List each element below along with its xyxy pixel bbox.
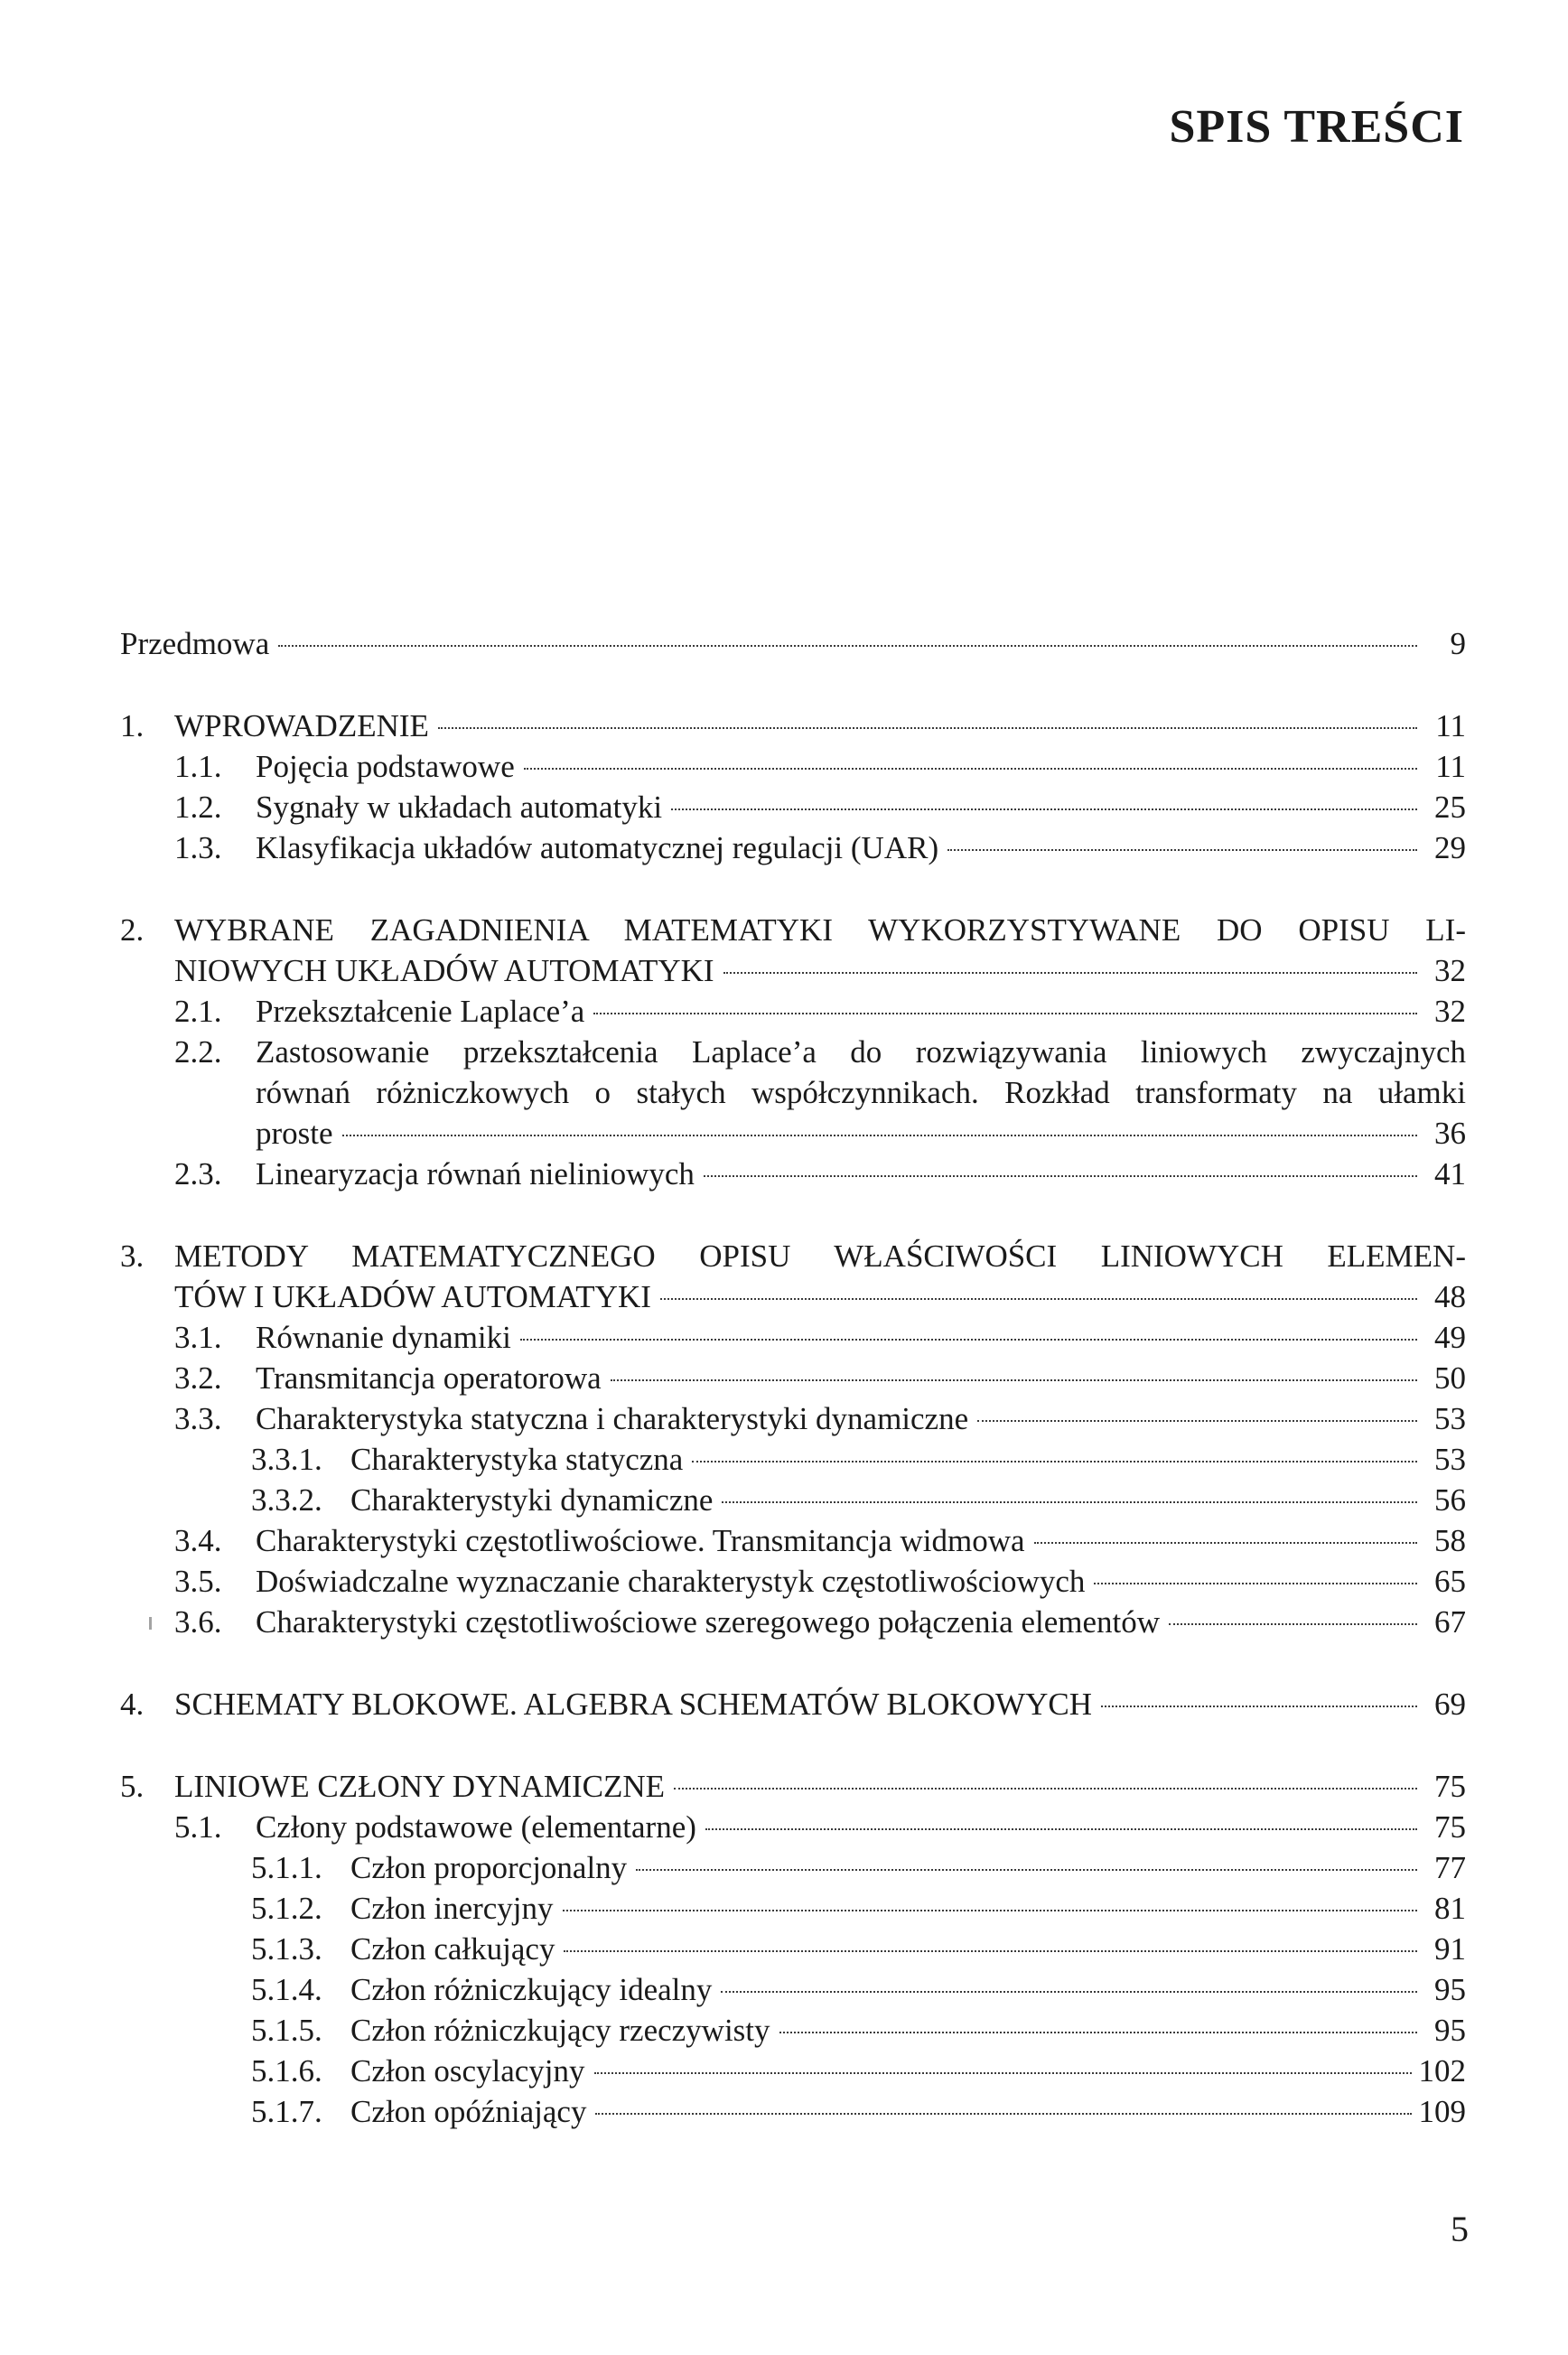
- toc-entry-title: Człon proporcjonalny: [350, 1850, 628, 1885]
- toc-entry-title: Pojęcia podstawowe: [256, 749, 515, 784]
- toc-subsection-5-1-5[interactable]: [120, 2010, 1466, 2051]
- dot-leader: [564, 1950, 1417, 1952]
- toc-section-number: 3.2.: [174, 1360, 222, 1396]
- toc-section-number: 3.3.: [174, 1401, 222, 1436]
- dot-leader: [342, 1135, 1417, 1136]
- toc-subsection-5-1-2[interactable]: [120, 1888, 1466, 1929]
- toc-subsection-number: 5.1.5.: [251, 2013, 322, 2048]
- toc-page-number: 67: [1434, 1604, 1466, 1640]
- toc-entry-title: Charakterystyka statyczna: [350, 1442, 684, 1477]
- toc-entry-title: Przekształcenie Laplace’a: [256, 994, 585, 1029]
- toc-entry-title-line-2: TÓW I UKŁADÓW AUTOMATYKI: [174, 1279, 651, 1314]
- toc-section-2-2-cont2[interactable]: [120, 1113, 1466, 1154]
- toc-section-3-3[interactable]: [120, 1398, 1466, 1439]
- dot-leader: [438, 727, 1417, 729]
- toc-subsection-5-1-7[interactable]: [120, 2091, 1466, 2132]
- toc-entry-title: Transmitancja operatorowa: [256, 1360, 602, 1396]
- toc-entry-title-line-1: Zastosowanie przekształcenia Laplace’a do rozwiązywania liniowych zwyczajnych: [256, 1034, 1466, 1070]
- toc-chapter-1[interactable]: [120, 706, 1466, 746]
- toc-entry-title-line-2: NIOWYCH UKŁADÓW AUTOMATYKI: [174, 953, 714, 988]
- toc-section-1-3[interactable]: [120, 827, 1466, 868]
- toc-page-number: 11: [1435, 749, 1466, 784]
- table-of-contents: [120, 623, 1466, 2132]
- toc-chapter-number: 1.: [120, 708, 145, 743]
- toc-entry-title-line-3: proste: [256, 1116, 333, 1151]
- toc-subsection-3-3-1[interactable]: [120, 1439, 1466, 1480]
- toc-section-3-1[interactable]: [120, 1317, 1466, 1358]
- dot-leader: [524, 768, 1417, 770]
- toc-subsection-3-3-2[interactable]: [120, 1480, 1466, 1520]
- toc-subsection-5-1-1[interactable]: [120, 1847, 1466, 1888]
- toc-entry-title: Człon różniczkujący rzeczywisty: [350, 2013, 770, 2048]
- toc-page-number: 48: [1434, 1279, 1466, 1314]
- toc-chapter-5[interactable]: [120, 1766, 1466, 1807]
- dot-leader: [779, 2032, 1417, 2033]
- toc-page-number: 29: [1434, 830, 1466, 865]
- toc-page-number: 32: [1434, 994, 1466, 1029]
- toc-page-number: 11: [1435, 708, 1466, 743]
- toc-chapter-3-cont[interactable]: [120, 1276, 1466, 1317]
- toc-chapter-number: 2.: [120, 912, 145, 948]
- toc-section-3-6[interactable]: [120, 1602, 1466, 1642]
- toc-section-2-1[interactable]: [120, 991, 1466, 1032]
- toc-chapter-3[interactable]: [120, 1236, 1466, 1276]
- toc-section-2-2[interactable]: [120, 1032, 1466, 1072]
- toc-section-number: 3.4.: [174, 1523, 222, 1558]
- toc-page-number: 49: [1434, 1320, 1466, 1355]
- toc-page-number: 75: [1434, 1769, 1466, 1804]
- toc-page-number: 36: [1434, 1116, 1466, 1151]
- toc-page-number: 81: [1434, 1891, 1466, 1926]
- toc-entry-title: Człon różniczkujący idealny: [350, 1972, 713, 2007]
- toc-entry-title: WPROWADZENIE: [174, 708, 429, 743]
- dot-leader: [594, 2072, 1412, 2074]
- toc-section-number: 3.6.: [174, 1604, 222, 1640]
- toc-section-3-4[interactable]: [120, 1520, 1466, 1561]
- dot-leader: [1169, 1623, 1417, 1625]
- toc-page-number: 102: [1418, 2053, 1466, 2089]
- dot-leader: [722, 1501, 1417, 1503]
- toc-page-number: 53: [1434, 1442, 1466, 1477]
- toc-chapter-number: 4.: [120, 1687, 145, 1722]
- toc-subsection-number: 5.1.6.: [251, 2053, 322, 2089]
- toc-entry-title: Klasyfikacja układów automatycznej regulacji (UAR): [256, 830, 939, 865]
- toc-entry-title: SCHEMATY BLOKOWE. ALGEBRA SCHEMATÓW BLOKOWYCH: [174, 1687, 1092, 1722]
- toc-section-number: 3.5.: [174, 1564, 222, 1599]
- dot-leader: [1101, 1706, 1417, 1707]
- toc-page-number: 56: [1434, 1482, 1466, 1518]
- toc-entry-title-line-1: METODY MATEMATYCZNEGO OPISU WŁAŚCIWOŚCI LINIOWYCH ELEMEN-: [174, 1238, 1466, 1274]
- toc-page-number: 65: [1434, 1564, 1466, 1599]
- dot-leader: [520, 1339, 1417, 1341]
- toc-page-number: 53: [1434, 1401, 1466, 1436]
- toc-page-number: 75: [1434, 1809, 1466, 1845]
- toc-page-number: 95: [1434, 2013, 1466, 2048]
- dot-leader: [721, 1991, 1417, 1993]
- toc-section-3-2[interactable]: [120, 1358, 1466, 1398]
- toc-subsection-number: 3.3.2.: [251, 1482, 322, 1518]
- toc-page-number: 69: [1434, 1687, 1466, 1722]
- toc-entry-title: Równanie dynamiki: [256, 1320, 511, 1355]
- toc-entry-title: Człon inercyjny: [350, 1891, 554, 1926]
- toc-page-number: 58: [1434, 1523, 1466, 1558]
- toc-section-5-1[interactable]: [120, 1807, 1466, 1847]
- toc-entry-title: Sygnały w układach automatyki: [256, 790, 663, 825]
- toc-chapter-number: 5.: [120, 1769, 145, 1804]
- toc-subsection-number: 3.3.1.: [251, 1442, 322, 1477]
- toc-section-1-2[interactable]: [120, 787, 1466, 827]
- toc-section-number: 1.3.: [174, 830, 222, 865]
- toc-entry-title: Charakterystyki dynamiczne: [350, 1482, 714, 1518]
- toc-entry-title: Charakterystyki częstotliwościowe szeregowego połączenia elementów: [256, 1604, 1161, 1640]
- toc-section-2-2-cont[interactable]: [120, 1072, 1466, 1113]
- toc-page-number: 109: [1418, 2094, 1466, 2129]
- toc-page-number: 25: [1434, 790, 1466, 825]
- toc-entry-title: Linearyzacja równań nieliniowych: [256, 1156, 695, 1192]
- toc-page-number: 91: [1434, 1931, 1466, 1967]
- toc-chapter-number: 3.: [120, 1238, 145, 1274]
- toc-subsection-number: 5.1.1.: [251, 1850, 322, 1885]
- toc-section-number: 2.3.: [174, 1156, 222, 1192]
- toc-section-2-3[interactable]: [120, 1154, 1466, 1194]
- toc-entry-title-line-2: równań różniczkowych o stałych współczynnikach. Rozkład transformaty na ułamki: [256, 1075, 1466, 1110]
- dot-leader: [593, 1013, 1417, 1014]
- toc-entry-title: Człon oscylacyjny: [350, 2053, 585, 2089]
- toc-section-1-1[interactable]: [120, 746, 1466, 787]
- toc-entry-title: Charakterystyki częstotliwościowe. Transmitancja widmowa: [256, 1523, 1025, 1558]
- toc-subsection-number: 5.1.3.: [251, 1931, 322, 1967]
- toc-page-number: 50: [1434, 1360, 1466, 1396]
- dot-leader: [660, 1298, 1417, 1300]
- toc-subsection-number: 5.1.4.: [251, 1972, 322, 2007]
- toc-entry-title: LINIOWE CZŁONY DYNAMICZNE: [174, 1769, 666, 1804]
- page-number: 5: [1451, 2209, 1469, 2249]
- dot-leader: [704, 1175, 1417, 1177]
- toc-section-number: 3.1.: [174, 1320, 222, 1355]
- dot-leader: [1034, 1542, 1417, 1544]
- scan-mark: [149, 1617, 152, 1630]
- dot-leader: [674, 1788, 1417, 1790]
- dot-leader: [278, 645, 1417, 647]
- dot-leader: [705, 1828, 1417, 1830]
- dot-leader: [563, 1910, 1417, 1911]
- page-title: SPIS TREŚCI: [1169, 101, 1464, 153]
- toc-entry-title: Doświadczalne wyznaczanie charakterystyk częstotliwościowych: [256, 1564, 1086, 1599]
- toc-subsection-number: 5.1.2.: [251, 1891, 322, 1926]
- toc-page-number: 41: [1434, 1156, 1466, 1192]
- toc-entry-title: Człony podstawowe (elementarne): [256, 1809, 696, 1845]
- toc-page-number: 95: [1434, 1972, 1466, 2007]
- toc-chapter-2-cont[interactable]: [120, 950, 1466, 991]
- dot-leader: [1094, 1583, 1417, 1584]
- toc-entry-title: Człon całkujący: [350, 1931, 555, 1967]
- toc-section-number: 2.2.: [174, 1034, 222, 1070]
- toc-page-number: 77: [1434, 1850, 1466, 1885]
- toc-section-number: 2.1.: [174, 994, 222, 1029]
- toc-subsection-5-1-3[interactable]: [120, 1929, 1466, 1969]
- dot-leader: [692, 1461, 1417, 1463]
- toc-page-number: 32: [1434, 953, 1466, 988]
- toc-entry-title: Człon opóźniający: [350, 2094, 587, 2129]
- toc-page-number: 9: [1450, 626, 1466, 661]
- dot-leader: [595, 2113, 1411, 2115]
- dot-leader: [636, 1869, 1417, 1871]
- toc-entry-title: Charakterystyka statyczna i charakterystyki dynamiczne: [256, 1401, 969, 1436]
- dot-leader: [947, 849, 1417, 851]
- toc-section-3-5[interactable]: [120, 1561, 1466, 1602]
- toc-subsection-number: 5.1.7.: [251, 2094, 322, 2129]
- dot-leader: [671, 808, 1417, 810]
- toc-subsection-5-1-4[interactable]: [120, 1969, 1466, 2010]
- toc-chapter-4[interactable]: [120, 1684, 1466, 1724]
- toc-section-number: 5.1.: [174, 1809, 222, 1845]
- toc-subsection-5-1-6[interactable]: [120, 2051, 1466, 2091]
- toc-chapter-2[interactable]: [120, 910, 1466, 950]
- toc-entry-title: Przedmowa: [120, 626, 270, 661]
- toc-entry-przedmowa[interactable]: [120, 623, 1466, 664]
- toc-section-number: 1.1.: [174, 749, 222, 784]
- dot-leader: [723, 972, 1417, 974]
- toc-entry-title-line-1: WYBRANE ZAGADNIENIA MATEMATYKI WYKORZYSTYWANE DO OPISU LI-: [174, 912, 1466, 948]
- dot-leader: [611, 1379, 1417, 1381]
- dot-leader: [977, 1420, 1417, 1422]
- toc-section-number: 1.2.: [174, 790, 222, 825]
